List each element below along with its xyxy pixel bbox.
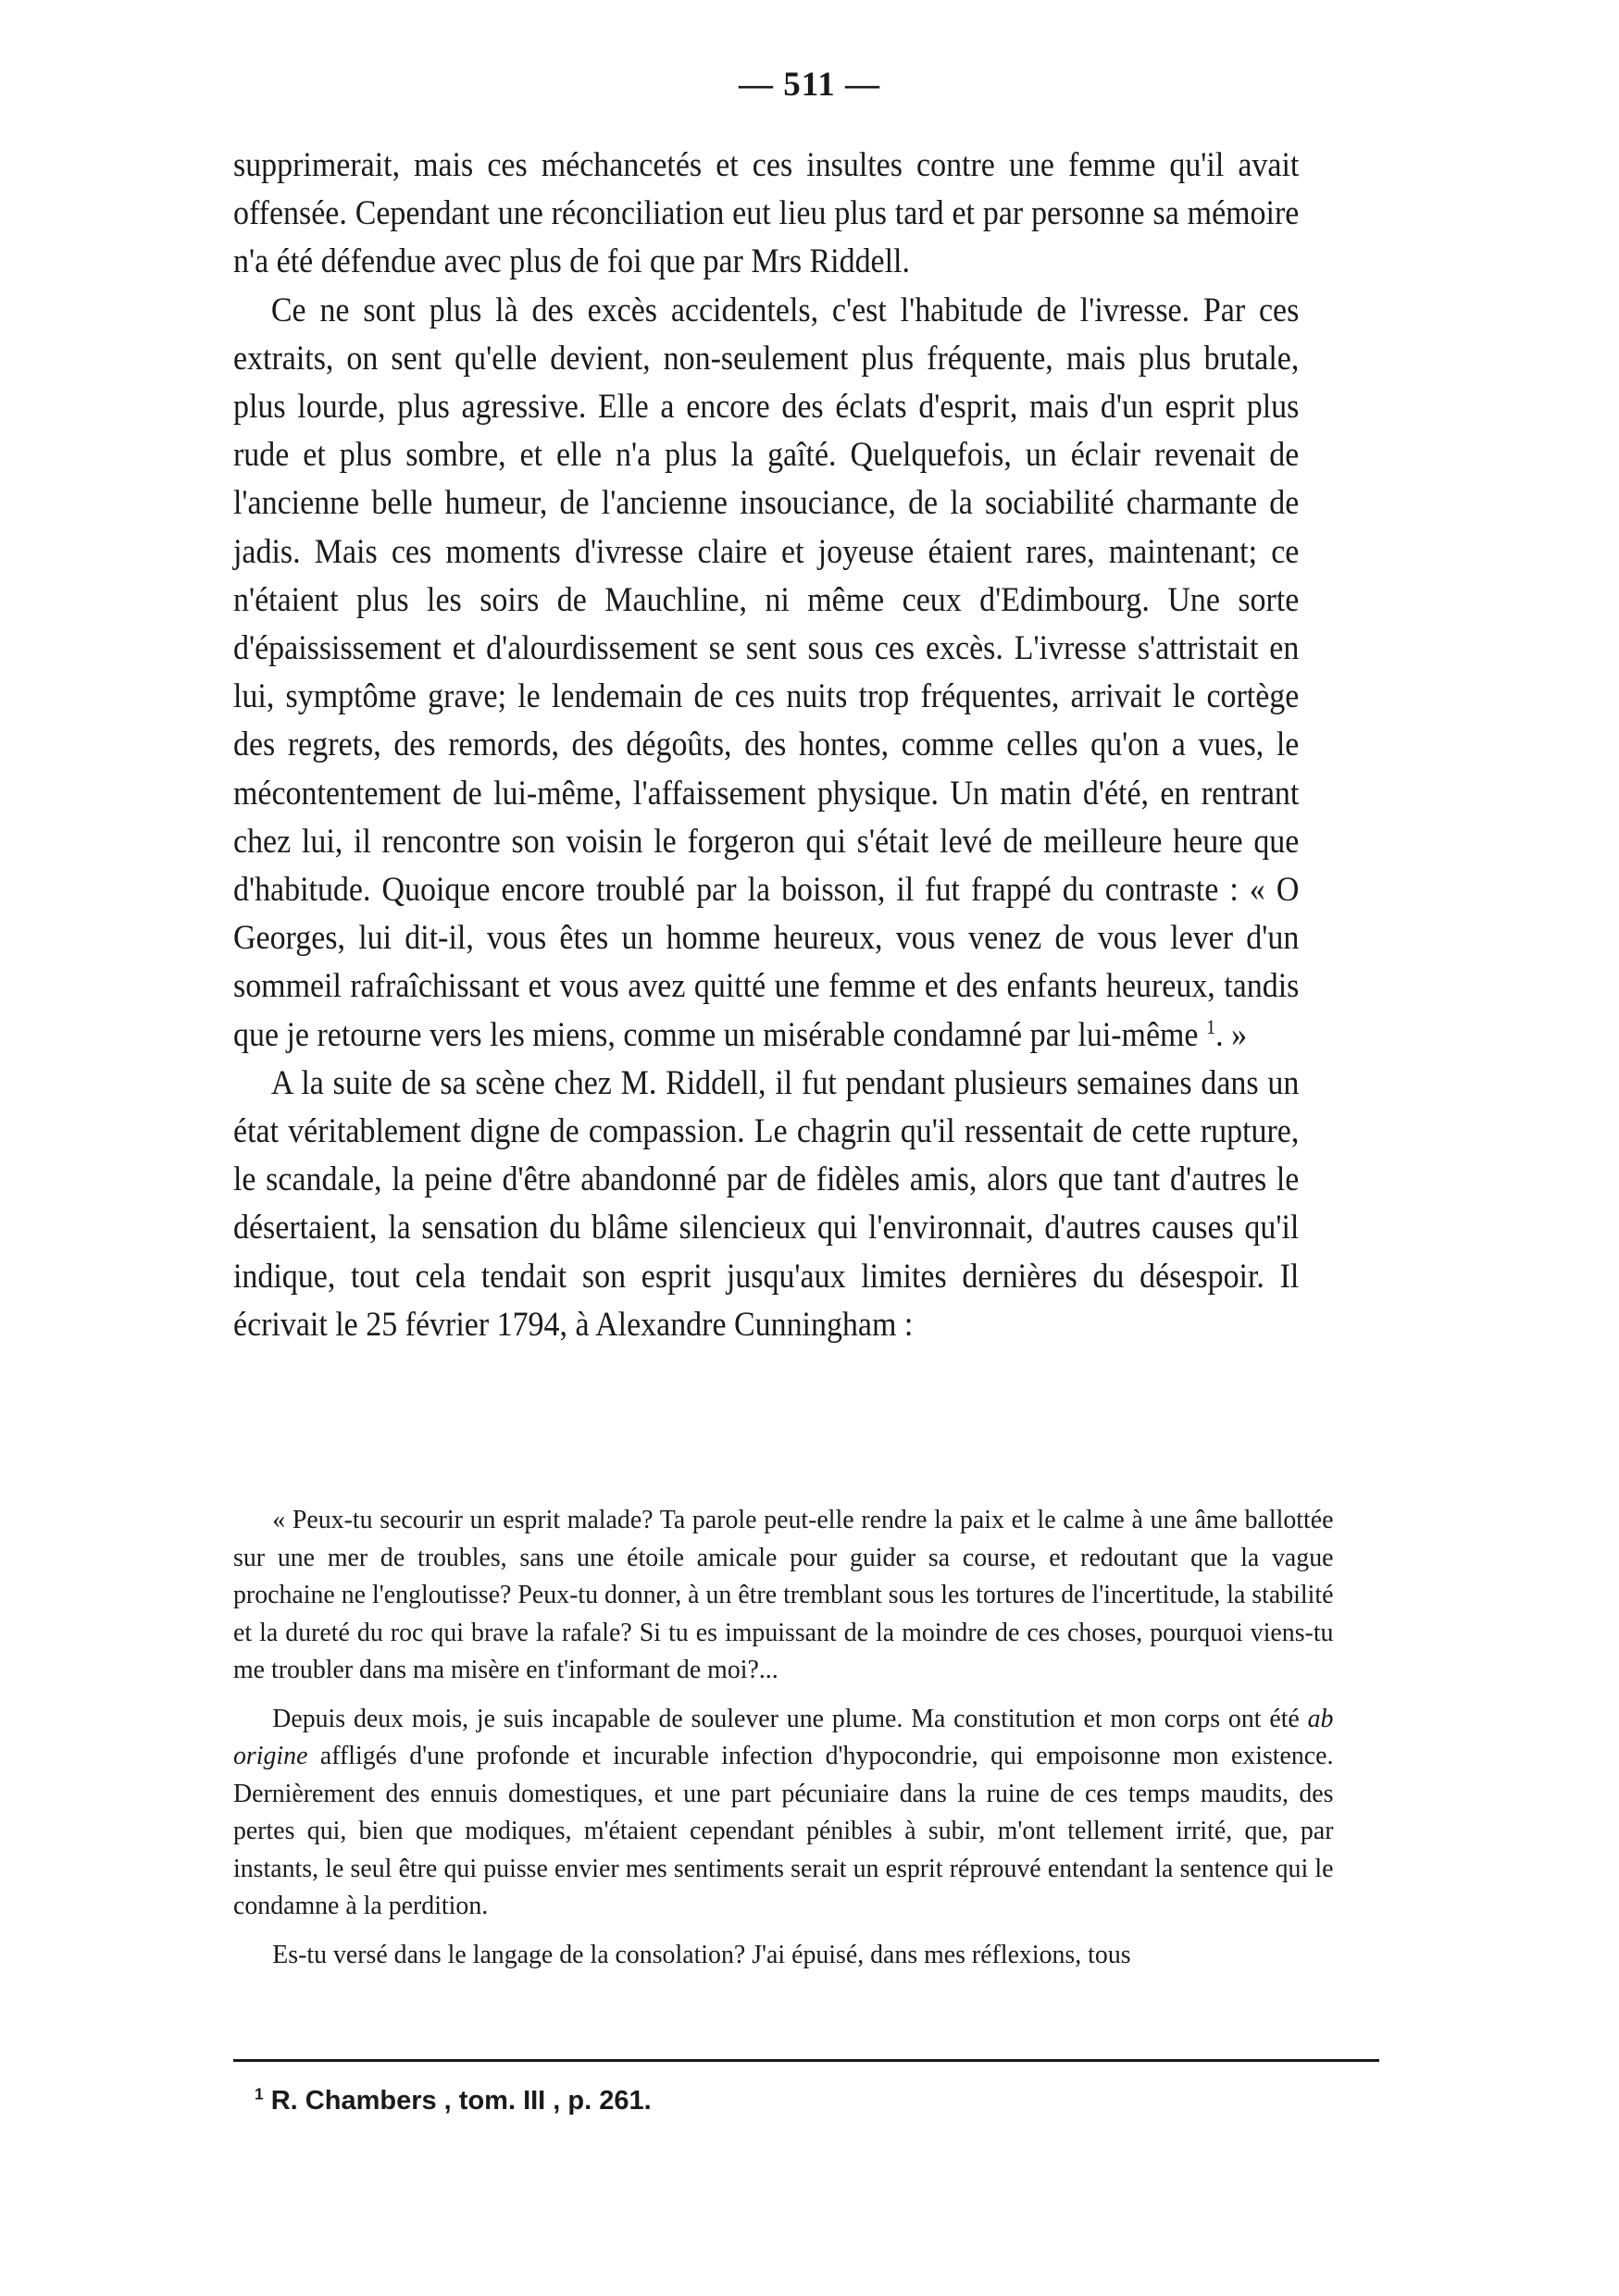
quote-paragraph-2 [233,1700,1333,1925]
latin-phrase: ab origine [233,1703,1334,1770]
quote-paragraph-1: « Peux-tu secourir un esprit malade? Ta parole peut-elle rendre la paix et le calme à une âme ballottée sur une mer de troubles, sans une étoile amicale pour guider sa course, et redoutant que la vague prochaine ne l'engloutisse? Peux-tu donner, à un être tremblant sous les tortures de l'incertitude, la stabilité et la dureté du roc qui brave la rafale? Si tu es impuissant de la moindre de ces choses, pourquoi viens-tu me troubler dans ma misère en t'informant de moi?... [233,1505,1334,1684]
quote-close: . » [1215,1014,1248,1053]
quote-p2-end: affligés d'une profonde et incurable infection d'hypocondrie, qui empoisonne mon existence. Dernièrement des ennuis domestiques, et une part pécuniaire dans la ruine de ces temps maudits, des pertes qui, bien que modiques, m'étaient cependant pénibles à subir, m'ont tellement irrité, que, par instants, le seul être qui puisse envier mes sentiments serait un esprit réprouvé entendant la sentence qui le condamne à la perdition. [233,1741,1334,1920]
quote-paragraph-3: Es-tu versé dans le langage de la consolation? J'ai épuisé, dans mes réflexions, tous [272,1939,1131,1969]
footnote-marker: 1 [255,2084,264,2104]
paragraph-2 [233,286,1299,1059]
quote-p2-start: Depuis deux mois, je suis incapable de soulever une plume. Ma constitution et mon corps ont été [272,1703,1300,1733]
paragraph-3: A la suite de sa scène chez M. Riddell, il fut pendant plusieurs semaines dans un état véritablement digne de compassion. Le chagrin qu'il ressentait de cette rupture, le scandale, la peine d'être abandonné par de fidèles amis, alors que tant d'autres le désertaient, la sensation du blâme silencieux qui l'environnait, d'autres causes qu'il indique, tout cela tendait son esprit jusqu'aux limites dernières du désespoir. Il écrivait le 25 février 1794, à Alexandre Cunningham : [233,1062,1300,1343]
footnote-divider [233,2059,1379,2062]
main-text [233,141,1299,1348]
footnote-text: R. Chambers , tom. III , p. 261. [270,2086,652,2116]
paragraph-1: supprimerait, mais ces méchancetés et ces insultes contre une femme qu'il avait offensée. Cependant une réconciliation eut lieu plus tard et par personne sa mémoire n'a été défendue avec plus de foi que par Mrs Riddell. [233,145,1300,280]
footnote-reference: 1 [1205,1014,1216,1038]
page-number: — 511 — [739,66,880,104]
paragraph-2-text: Ce ne sont plus là des excès accidentels, c'est l'habitude de l'ivresse. Par ces extraits, on sent qu'elle devient, non-seulement plus fréquente, mais plus brutale, plus lourde, plus agressive. Elle a encore des éclats d'esprit, mais d'un esprit plus rude et plus sombre, et elle n'a plus la gaîté. Quelquefois, un éclair revenait de l'ancienne belle humeur, de l'ancienne insouciance, de la sociabilité charmante de jadis. Mais ces moments d'ivresse claire et joyeuse étaient rares, maintenant; ce n'étaient plus les soirs de Mauchline, ni même ceux d'Edimbourg. Une sorte d'épaississement et d'alourdissement se sent sous ces excès. L'ivresse s'attristait en lui, symptôme grave; le lendemain de ces nuits trop fréquentes, arrivait le cortège des regrets, des remords, des dégoûts, des hontes, comme celles qu'on a vues, le mécontentement de lui-même, l'affaissement physique. Un matin d'été, en rentrant chez lui, il rencontre son voisin le forgeron qui s'était levé de meilleure heure que d'habitude. Quoique encore troublé par la boisson, il fut frappé du contraste : « O Georges, lui dit-il, vous êtes un homme heureux, vous venez de vous lever d'un sommeil rafraîchissant et vous avez quitté une femme et des enfants heureux, tandis que je retourne vers les miens, comme un misérable condamné par lui-même [233,290,1300,1053]
footnote [255,2082,652,2119]
letter-quote [233,1501,1333,1973]
